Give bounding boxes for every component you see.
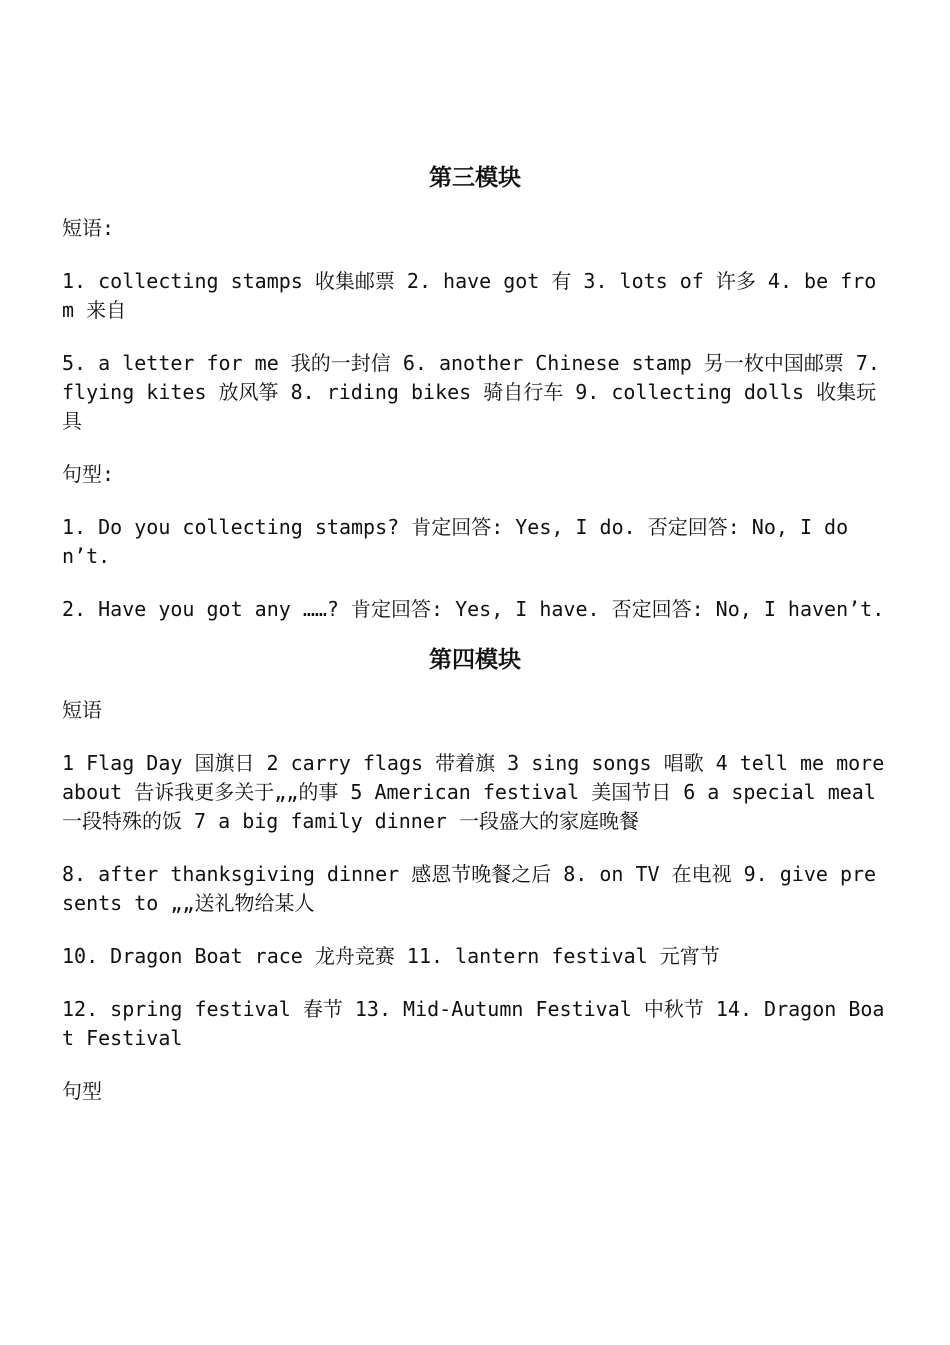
module4-phrase-paragraph: 10. Dragon Boat race 龙舟竞赛 11. lantern festival 元宵节: [62, 944, 720, 968]
module4-title: 第四模块: [429, 646, 521, 673]
module3-sentence-paragraph: 1. Do you collecting stamps? 肯定回答: Yes, I do. 否定回答: No, I don’t.: [62, 515, 849, 568]
module4-sentences-label: 句型: [62, 1079, 102, 1103]
module3-phrase-paragraph: 5. a letter for me 我的一封信 6. another Chinese stamp 另一枚中国邮票 7. flying kites 放风筝 8. riding bikes 骑自行车 9. collecting dolls 收集玩具: [62, 351, 880, 433]
module4-phrases-label: 短语: [62, 698, 102, 722]
document-content: [62, 160, 888, 1106]
module4-phrase-paragraph: 1 Flag Day 国旗日 2 carry flags 带着旗 3 sing songs 唱歌 4 tell me more about 告诉我更多关于„„的事 5 American festival 美国节日 6 a special meal 一段特殊的饭 7 a big family dinner 一段盛大的家庭晚餐: [62, 751, 885, 833]
module3-title: 第三模块: [429, 164, 521, 191]
module4-phrase-paragraph: 12. spring festival 春节 13. Mid-Autumn Festival 中秋节 14. Dragon Boat Festival: [62, 997, 885, 1050]
module4-phrase-paragraph: 8. after thanksgiving dinner 感恩节晚餐之后 8. on TV 在电视 9. give presents to „„送礼物给某人: [62, 862, 877, 915]
module3-phrase-paragraph: 1. collecting stamps 收集邮票 2. have got 有 3. lots of 许多 4. be from 来自: [62, 269, 877, 322]
module3-phrases-label: 短语:: [62, 216, 115, 240]
module3-sentence-paragraph: 2. Have you got any ……? 肯定回答: Yes, I have. 否定回答: No, I haven’t.: [62, 597, 885, 621]
module3-sentences-label: 句型:: [62, 462, 115, 486]
